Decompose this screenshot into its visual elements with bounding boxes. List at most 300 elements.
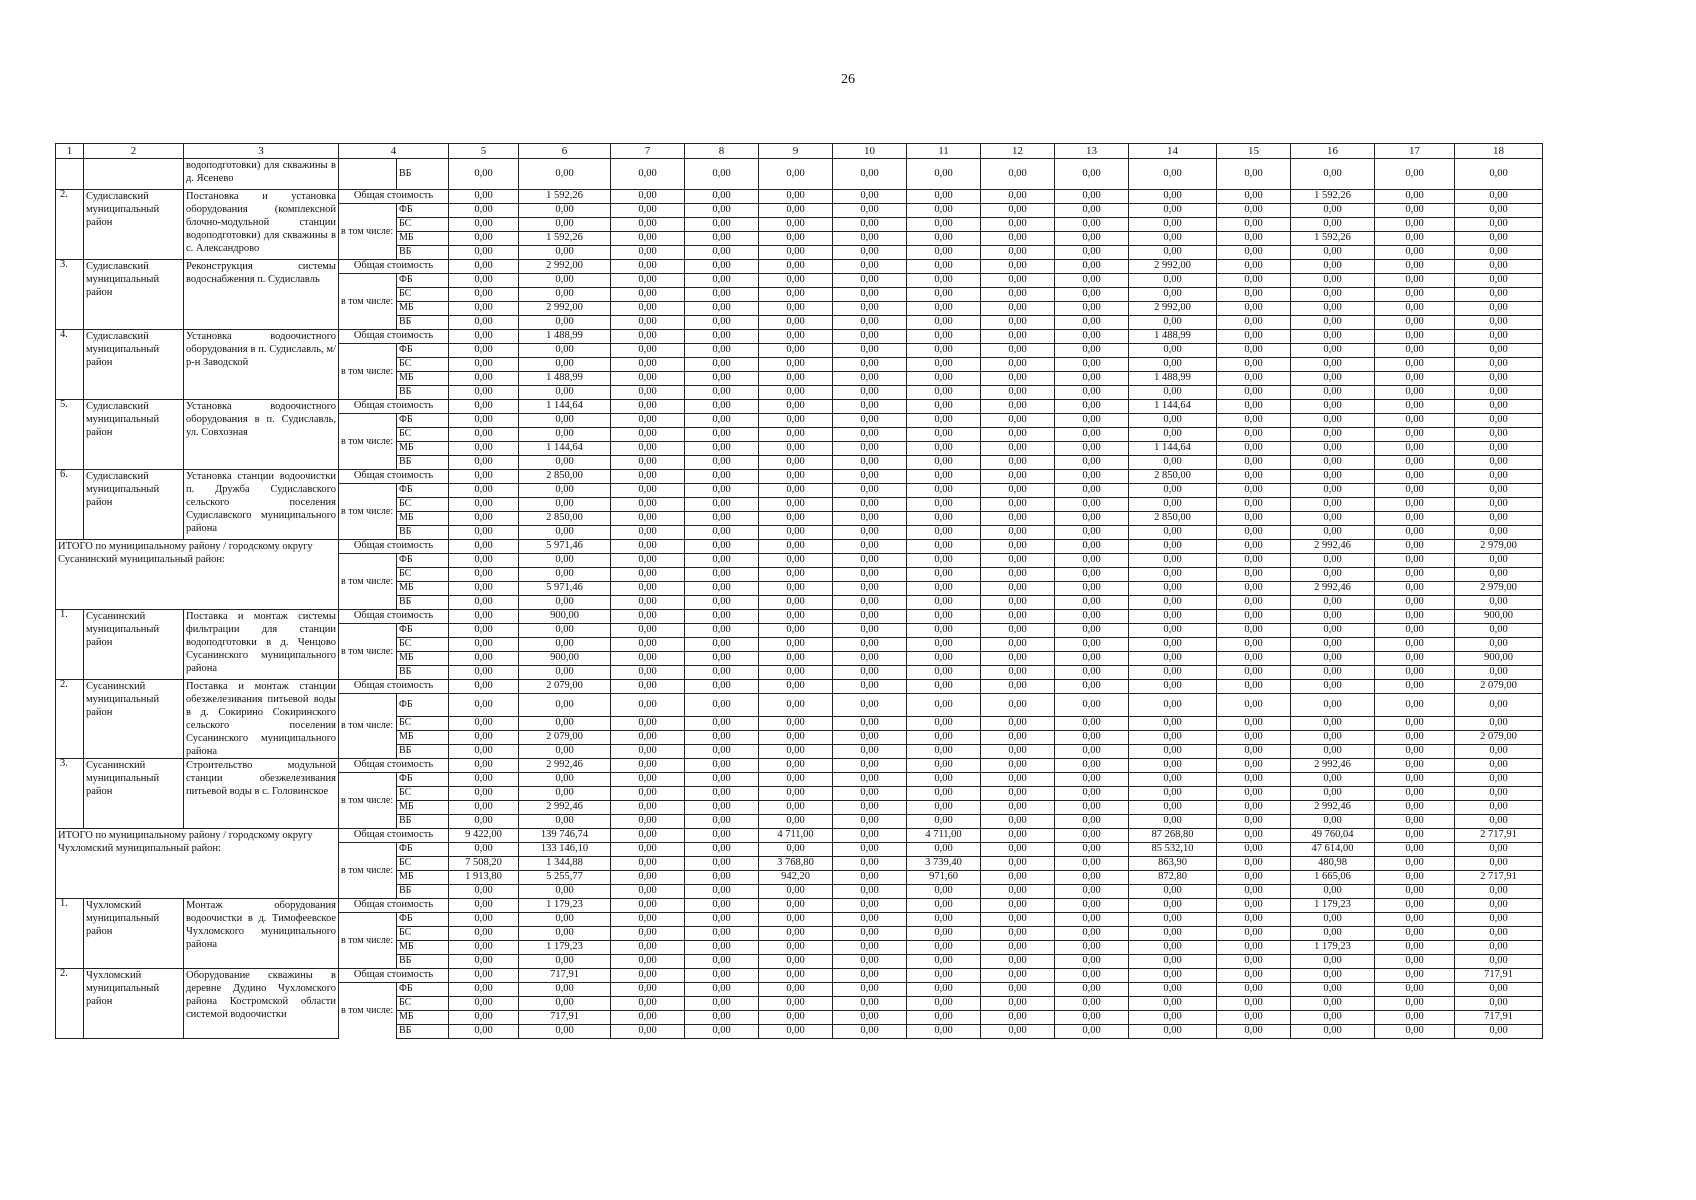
source-tag-mb: МБ [397, 941, 449, 955]
bs-row-value-col-17: 0,00 [1375, 638, 1455, 652]
bs-row-value-col-11: 0,00 [907, 717, 981, 731]
mb-row-value-col-17: 0,00 [1375, 1011, 1455, 1025]
mb-row-value-col-12: 0,00 [981, 652, 1055, 666]
vb-row-value-col-8: 0,00 [685, 745, 759, 759]
total-row-value-col-14: 2 850,00 [1129, 470, 1217, 484]
vb-row-value-col-17: 0,00 [1375, 596, 1455, 610]
total-row-value-col-6: 5 971,46 [519, 540, 611, 554]
vb-row-value-col-9: 0,00 [759, 885, 833, 899]
total-row-value-col-18: 0,00 [1455, 190, 1543, 204]
total-row-value-col-7: 0,00 [611, 969, 685, 983]
fb-row-value-col-13: 0,00 [1055, 414, 1129, 428]
bs-row-value-col-13: 0,00 [1055, 927, 1129, 941]
total-row-value-col-14: 1 488,99 [1129, 330, 1217, 344]
vb-row-value-col-16: 0,00 [1291, 885, 1375, 899]
vb-row-value-col-10: 0,00 [833, 955, 907, 969]
fb-row-value-col-8: 0,00 [685, 554, 759, 568]
vb-row-value-col-17: 0,00 [1375, 885, 1455, 899]
bs-row-value-col-14: 0,00 [1129, 927, 1217, 941]
mb-row-value-col-8: 0,00 [685, 232, 759, 246]
bs-row-value-col-14: 0,00 [1129, 498, 1217, 512]
total-row-value-col-10: 0,00 [833, 540, 907, 554]
bs-row-value-col-6: 0,00 [519, 787, 611, 801]
bs-row-value-col-14: 863,90 [1129, 857, 1217, 871]
fb-row-value-col-10: 0,00 [833, 624, 907, 638]
total-row-value-col-11: 0,00 [907, 260, 981, 274]
source-tag-vb: ВБ [397, 815, 449, 829]
vb-row-value-col-9: 0,00 [759, 159, 833, 190]
total-row-value-col-8: 0,00 [685, 829, 759, 843]
fb-row-value-col-9: 0,00 [759, 414, 833, 428]
mb-row-value-col-7: 0,00 [611, 941, 685, 955]
total-row-value-col-18: 900,00 [1455, 610, 1543, 624]
fb-row-value-col-12: 0,00 [981, 274, 1055, 288]
mb-row-value-col-5: 0,00 [449, 442, 519, 456]
total-row-value-col-12: 0,00 [981, 400, 1055, 414]
bs-row-value-col-14: 0,00 [1129, 568, 1217, 582]
bs-row-value-col-12: 0,00 [981, 997, 1055, 1011]
bs-row-value-col-16: 0,00 [1291, 997, 1375, 1011]
vb-row-value-col-13: 0,00 [1055, 885, 1129, 899]
mb-row-value-col-16: 1 592,26 [1291, 232, 1375, 246]
vb-row-value-col-10: 0,00 [833, 745, 907, 759]
mb-row-value-col-6: 2 992,46 [519, 801, 611, 815]
mb-row-value-col-7: 0,00 [611, 582, 685, 596]
mb-row-value-col-5: 0,00 [449, 652, 519, 666]
vb-row-value-col-17: 0,00 [1375, 456, 1455, 470]
summary-row-total [56, 540, 1543, 554]
fb-row-value-col-11: 0,00 [907, 624, 981, 638]
fb-row-value-col-14: 0,00 [1129, 344, 1217, 358]
vb-row-value-col-11: 0,00 [907, 815, 981, 829]
fb-row-value-col-5: 0,00 [449, 204, 519, 218]
vb-row-value-col-5: 0,00 [449, 386, 519, 400]
mb-row-value-col-13: 0,00 [1055, 512, 1129, 526]
vb-row-value-col-14: 0,00 [1129, 666, 1217, 680]
mb-row-value-col-6: 2 850,00 [519, 512, 611, 526]
bs-row-value-col-8: 0,00 [685, 927, 759, 941]
mb-row-value-col-15: 0,00 [1217, 801, 1291, 815]
mb-row-value-col-17: 0,00 [1375, 652, 1455, 666]
total-row-value-col-15: 0,00 [1217, 470, 1291, 484]
fb-row-value-col-10: 0,00 [833, 773, 907, 787]
bs-row-value-col-12: 0,00 [981, 218, 1055, 232]
source-tag-vb: ВБ [397, 1025, 449, 1039]
fb-row-value-col-18: 0,00 [1455, 554, 1543, 568]
fb-row-value-col-6: 0,00 [519, 484, 611, 498]
vb-row-value-col-14: 0,00 [1129, 955, 1217, 969]
vb-row-value-col-8: 0,00 [685, 596, 759, 610]
fb-row-value-col-18: 0,00 [1455, 624, 1543, 638]
mb-row-value-col-6: 1 179,23 [519, 941, 611, 955]
bs-row-value-col-16: 0,00 [1291, 358, 1375, 372]
bs-row-value-col-7: 0,00 [611, 997, 685, 1011]
total-row-value-col-10: 0,00 [833, 400, 907, 414]
mb-row-value-col-6: 717,91 [519, 1011, 611, 1025]
total-row-value-col-14: 0,00 [1129, 610, 1217, 624]
total-row-value-col-12: 0,00 [981, 470, 1055, 484]
vb-row-value-col-12: 0,00 [981, 316, 1055, 330]
bs-row-value-col-9: 0,00 [759, 498, 833, 512]
bs-row-value-col-14: 0,00 [1129, 997, 1217, 1011]
mb-row-value-col-17: 0,00 [1375, 801, 1455, 815]
vb-row-value-col-5: 0,00 [449, 526, 519, 540]
fb-row-value-col-6: 0,00 [519, 624, 611, 638]
mb-row-value-col-10: 0,00 [833, 582, 907, 596]
in-which-label: в том числе: [339, 274, 397, 330]
fb-row-value-col-7: 0,00 [611, 694, 685, 717]
source-tag-vb: ВБ [397, 745, 449, 759]
total-row-value-col-9: 0,00 [759, 899, 833, 913]
in-which-label: в том числе: [339, 344, 397, 400]
total-cost-label: Общая стоимость [339, 759, 449, 773]
mb-row-value-col-9: 0,00 [759, 652, 833, 666]
total-row-value-col-10: 0,00 [833, 610, 907, 624]
table-row-total [56, 190, 1543, 204]
total-row-value-col-12: 0,00 [981, 190, 1055, 204]
in-which-label: в том числе: [339, 624, 397, 680]
mb-row-value-col-6: 1 144,64 [519, 442, 611, 456]
source-tag-mb: МБ [397, 302, 449, 316]
mb-row-value-col-9: 0,00 [759, 1011, 833, 1025]
total-row-value-col-6: 1 488,99 [519, 330, 611, 344]
bs-row-value-col-5: 0,00 [449, 358, 519, 372]
fb-row-value-col-16: 0,00 [1291, 414, 1375, 428]
mb-row-value-col-8: 0,00 [685, 512, 759, 526]
bs-row-value-col-17: 0,00 [1375, 997, 1455, 1011]
mb-row-value-col-14: 1 144,64 [1129, 442, 1217, 456]
bs-row-value-col-12: 0,00 [981, 428, 1055, 442]
fb-row-value-col-10: 0,00 [833, 554, 907, 568]
mb-row-value-col-15: 0,00 [1217, 1011, 1291, 1025]
fb-row-value-col-12: 0,00 [981, 204, 1055, 218]
bs-row-value-col-14: 0,00 [1129, 638, 1217, 652]
mb-row-value-col-13: 0,00 [1055, 731, 1129, 745]
fb-row-value-col-6: 0,00 [519, 414, 611, 428]
mb-row-value-col-10: 0,00 [833, 652, 907, 666]
vb-row-value-col-10: 0,00 [833, 815, 907, 829]
vb-row-value-col-18: 0,00 [1455, 745, 1543, 759]
bs-row-value-col-12: 0,00 [981, 857, 1055, 871]
mb-row-value-col-11: 0,00 [907, 372, 981, 386]
measure-name: Установка водоочистного оборудования в п. Судиславль, ул. Совхозная [184, 400, 339, 470]
mb-row-value-col-13: 0,00 [1055, 582, 1129, 596]
fb-row-value-col-18: 0,00 [1455, 204, 1543, 218]
bs-row-value-col-8: 0,00 [685, 288, 759, 302]
vb-row-value-col-10: 0,00 [833, 456, 907, 470]
bs-row-value-col-6: 1 344,88 [519, 857, 611, 871]
total-row-value-col-5: 9 422,00 [449, 829, 519, 843]
row-number: 1. [56, 610, 84, 680]
source-tag-mb: МБ [397, 372, 449, 386]
total-row-value-col-16: 2 992,46 [1291, 540, 1375, 554]
column-header-1: 1 [56, 144, 84, 159]
district-cell: Сусанинский муниципальный район [84, 680, 184, 759]
fb-row-value-col-16: 0,00 [1291, 624, 1375, 638]
fb-row-value-col-9: 0,00 [759, 624, 833, 638]
fb-row-value-col-17: 0,00 [1375, 913, 1455, 927]
total-row-value-col-17: 0,00 [1375, 540, 1455, 554]
fb-row-value-col-8: 0,00 [685, 204, 759, 218]
total-row-value-col-18: 0,00 [1455, 260, 1543, 274]
vb-row-value-col-13: 0,00 [1055, 955, 1129, 969]
mb-row-value-col-6: 5 255,77 [519, 871, 611, 885]
summary-label: ИТОГО по муниципальному району / городскому округу Сусанинский муниципальный район: [56, 540, 339, 610]
vb-row-value-col-5: 0,00 [449, 955, 519, 969]
total-row-value-col-8: 0,00 [685, 400, 759, 414]
fb-row-value-col-11: 0,00 [907, 983, 981, 997]
vb-row-value-col-17: 0,00 [1375, 526, 1455, 540]
total-row-value-col-15: 0,00 [1217, 680, 1291, 694]
vb-row-value-col-15: 0,00 [1217, 596, 1291, 610]
vb-row-value-col-10: 0,00 [833, 246, 907, 260]
fb-row-value-col-10: 0,00 [833, 414, 907, 428]
fb-row-value-col-7: 0,00 [611, 484, 685, 498]
column-header-10: 10 [833, 144, 907, 159]
fb-row-value-col-14: 0,00 [1129, 414, 1217, 428]
total-row-value-col-8: 0,00 [685, 899, 759, 913]
source-tag-bs: БС [397, 857, 449, 871]
bs-row-value-col-7: 0,00 [611, 638, 685, 652]
source-tag-fb: ФБ [397, 773, 449, 787]
vb-row-value-col-11: 0,00 [907, 596, 981, 610]
total-row-value-col-7: 0,00 [611, 680, 685, 694]
fb-row-value-col-17: 0,00 [1375, 694, 1455, 717]
fb-row-value-col-9: 0,00 [759, 983, 833, 997]
fb-row-value-col-17: 0,00 [1375, 484, 1455, 498]
mb-row-value-col-5: 0,00 [449, 941, 519, 955]
total-row-value-col-10: 0,00 [833, 829, 907, 843]
total-row-value-col-9: 0,00 [759, 680, 833, 694]
bs-row-value-col-13: 0,00 [1055, 288, 1129, 302]
row-number [56, 159, 84, 190]
total-row-value-col-12: 0,00 [981, 610, 1055, 624]
fb-row-value-col-16: 0,00 [1291, 484, 1375, 498]
fb-row-value-col-18: 0,00 [1455, 694, 1543, 717]
bs-row-value-col-10: 0,00 [833, 288, 907, 302]
vb-row-value-col-7: 0,00 [611, 316, 685, 330]
total-row-value-col-5: 0,00 [449, 400, 519, 414]
total-row-value-col-7: 0,00 [611, 829, 685, 843]
vb-row-value-col-12: 0,00 [981, 1025, 1055, 1039]
total-row-value-col-11: 0,00 [907, 470, 981, 484]
row-number: 3. [56, 759, 84, 829]
fb-row-value-col-17: 0,00 [1375, 554, 1455, 568]
fb-row-value-col-15: 0,00 [1217, 344, 1291, 358]
mb-row-value-col-18: 0,00 [1455, 512, 1543, 526]
vb-row-value-col-17: 0,00 [1375, 745, 1455, 759]
total-row-value-col-15: 0,00 [1217, 330, 1291, 344]
mb-row-value-col-10: 0,00 [833, 871, 907, 885]
mb-row-value-col-16: 0,00 [1291, 372, 1375, 386]
bs-row-value-col-7: 0,00 [611, 717, 685, 731]
bs-row-value-col-17: 0,00 [1375, 568, 1455, 582]
fb-row-value-col-9: 0,00 [759, 484, 833, 498]
fb-row-value-col-17: 0,00 [1375, 843, 1455, 857]
total-row-value-col-12: 0,00 [981, 829, 1055, 843]
vb-row-value-col-15: 0,00 [1217, 815, 1291, 829]
table-row-total [56, 330, 1543, 344]
bs-row-value-col-9: 3 768,80 [759, 857, 833, 871]
mb-row-value-col-16: 0,00 [1291, 302, 1375, 316]
mb-row-value-col-9: 0,00 [759, 442, 833, 456]
fb-row-value-col-18: 0,00 [1455, 344, 1543, 358]
bs-row-value-col-16: 0,00 [1291, 568, 1375, 582]
fb-row-value-col-8: 0,00 [685, 773, 759, 787]
total-row-value-col-8: 0,00 [685, 330, 759, 344]
bs-row-value-col-6: 0,00 [519, 288, 611, 302]
vb-row-value-col-8: 0,00 [685, 815, 759, 829]
bs-row-value-col-14: 0,00 [1129, 787, 1217, 801]
mb-row-value-col-9: 0,00 [759, 512, 833, 526]
vb-row-value-col-9: 0,00 [759, 955, 833, 969]
mb-row-value-col-15: 0,00 [1217, 731, 1291, 745]
bs-row-value-col-7: 0,00 [611, 498, 685, 512]
total-row-value-col-12: 0,00 [981, 540, 1055, 554]
total-row-value-col-7: 0,00 [611, 260, 685, 274]
mb-row-value-col-12: 0,00 [981, 801, 1055, 815]
fb-row-value-col-11: 0,00 [907, 274, 981, 288]
mb-row-value-col-11: 0,00 [907, 652, 981, 666]
source-tag-vb: ВБ [397, 246, 449, 260]
bs-row-value-col-7: 0,00 [611, 428, 685, 442]
mb-row-value-col-9: 942,20 [759, 871, 833, 885]
bs-row-value-col-14: 0,00 [1129, 717, 1217, 731]
mb-row-value-col-8: 0,00 [685, 582, 759, 596]
vb-row-value-col-5: 0,00 [449, 815, 519, 829]
in-which-label: в том числе: [339, 983, 397, 1039]
bs-row-value-col-18: 0,00 [1455, 358, 1543, 372]
bs-row-value-col-9: 0,00 [759, 717, 833, 731]
fb-row-value-col-11: 0,00 [907, 554, 981, 568]
fb-row-value-col-15: 0,00 [1217, 204, 1291, 218]
column-header-16: 16 [1291, 144, 1375, 159]
fb-row-value-col-15: 0,00 [1217, 554, 1291, 568]
bs-row-value-col-8: 0,00 [685, 997, 759, 1011]
total-row-value-col-14: 1 144,64 [1129, 400, 1217, 414]
total-row-value-col-18: 2 979,00 [1455, 540, 1543, 554]
fb-row-value-col-10: 0,00 [833, 913, 907, 927]
bs-row-value-col-10: 0,00 [833, 568, 907, 582]
bs-row-value-col-17: 0,00 [1375, 787, 1455, 801]
total-row-value-col-11: 0,00 [907, 969, 981, 983]
bs-row-value-col-9: 0,00 [759, 358, 833, 372]
bs-row-value-col-16: 0,00 [1291, 927, 1375, 941]
vb-row-value-col-15: 0,00 [1217, 955, 1291, 969]
bs-row-value-col-9: 0,00 [759, 787, 833, 801]
table-row-total [56, 759, 1543, 773]
bs-row-value-col-9: 0,00 [759, 997, 833, 1011]
fb-row-value-col-17: 0,00 [1375, 414, 1455, 428]
mb-row-value-col-11: 0,00 [907, 941, 981, 955]
bs-row-value-col-18: 0,00 [1455, 997, 1543, 1011]
vb-row-value-col-6: 0,00 [519, 316, 611, 330]
vb-row-value-col-14: 0,00 [1129, 246, 1217, 260]
fb-row-value-col-8: 0,00 [685, 913, 759, 927]
fb-row-value-col-5: 0,00 [449, 554, 519, 568]
vb-row-value-col-7: 0,00 [611, 596, 685, 610]
fb-row-value-col-11: 0,00 [907, 484, 981, 498]
source-tag-vb: ВБ [397, 316, 449, 330]
fb-row-value-col-7: 0,00 [611, 554, 685, 568]
vb-row-value-col-9: 0,00 [759, 745, 833, 759]
total-row-value-col-18: 2 717,91 [1455, 829, 1543, 843]
source-tag-fb: ФБ [397, 694, 449, 717]
vb-row-value-col-13: 0,00 [1055, 456, 1129, 470]
mb-row-value-col-13: 0,00 [1055, 372, 1129, 386]
source-tag-bs: БС [397, 428, 449, 442]
mb-row-value-col-10: 0,00 [833, 1011, 907, 1025]
vb-row-value-col-15: 0,00 [1217, 456, 1291, 470]
source-tag-bs: БС [397, 358, 449, 372]
mb-row-value-col-8: 0,00 [685, 871, 759, 885]
vb-row-value-col-7: 0,00 [611, 1025, 685, 1039]
bs-row-value-col-10: 0,00 [833, 358, 907, 372]
fb-row-value-col-10: 0,00 [833, 694, 907, 717]
total-row-value-col-5: 0,00 [449, 330, 519, 344]
source-tag-bs: БС [397, 218, 449, 232]
column-header-3: 3 [184, 144, 339, 159]
bs-row-value-col-16: 0,00 [1291, 218, 1375, 232]
total-row-value-col-10: 0,00 [833, 470, 907, 484]
bs-row-value-col-11: 0,00 [907, 288, 981, 302]
total-row-value-col-9: 0,00 [759, 540, 833, 554]
mb-row-value-col-18: 900,00 [1455, 652, 1543, 666]
fb-row-value-col-16: 0,00 [1291, 694, 1375, 717]
fb-row-value-col-14: 0,00 [1129, 484, 1217, 498]
fb-row-value-col-9: 0,00 [759, 694, 833, 717]
budget-table [55, 143, 1543, 1039]
vb-row-value-col-14: 0,00 [1129, 596, 1217, 610]
bs-row-value-col-12: 0,00 [981, 568, 1055, 582]
fb-row-value-col-15: 0,00 [1217, 274, 1291, 288]
fb-row-value-col-7: 0,00 [611, 843, 685, 857]
mb-row-value-col-5: 0,00 [449, 582, 519, 596]
column-header-8: 8 [685, 144, 759, 159]
bs-row-value-col-10: 0,00 [833, 997, 907, 1011]
vb-row-value-col-12: 0,00 [981, 246, 1055, 260]
bs-row-value-col-14: 0,00 [1129, 288, 1217, 302]
bs-row-value-col-10: 0,00 [833, 717, 907, 731]
mb-row-value-col-14: 0,00 [1129, 582, 1217, 596]
table-row-total [56, 260, 1543, 274]
vb-row-value-col-13: 0,00 [1055, 159, 1129, 190]
fb-row-value-col-18: 0,00 [1455, 274, 1543, 288]
total-row-value-col-14: 0,00 [1129, 899, 1217, 913]
row-number: 4. [56, 330, 84, 400]
vb-row-value-col-17: 0,00 [1375, 246, 1455, 260]
vb-row-value-col-7: 0,00 [611, 456, 685, 470]
fb-row-value-col-10: 0,00 [833, 843, 907, 857]
fb-row-value-col-10: 0,00 [833, 484, 907, 498]
total-cost-label: Общая стоимость [339, 470, 449, 484]
mb-row-value-col-14: 872,80 [1129, 871, 1217, 885]
bs-row-value-col-17: 0,00 [1375, 358, 1455, 372]
district-cell [84, 159, 184, 190]
total-row-value-col-5: 0,00 [449, 969, 519, 983]
total-row-value-col-12: 0,00 [981, 260, 1055, 274]
vb-row-value-col-14: 0,00 [1129, 526, 1217, 540]
bs-row-value-col-15: 0,00 [1217, 857, 1291, 871]
fb-row-value-col-5: 0,00 [449, 414, 519, 428]
fb-row-value-col-10: 0,00 [833, 274, 907, 288]
measure-name: Строительство модульной станции обезжелезивания питьевой воды в с. Головинское [184, 759, 339, 829]
fb-row-value-col-16: 0,00 [1291, 554, 1375, 568]
vb-row-value-col-17: 0,00 [1375, 386, 1455, 400]
bs-row-value-col-7: 0,00 [611, 787, 685, 801]
vb-row-value-col-10: 0,00 [833, 386, 907, 400]
total-row-value-col-10: 0,00 [833, 260, 907, 274]
